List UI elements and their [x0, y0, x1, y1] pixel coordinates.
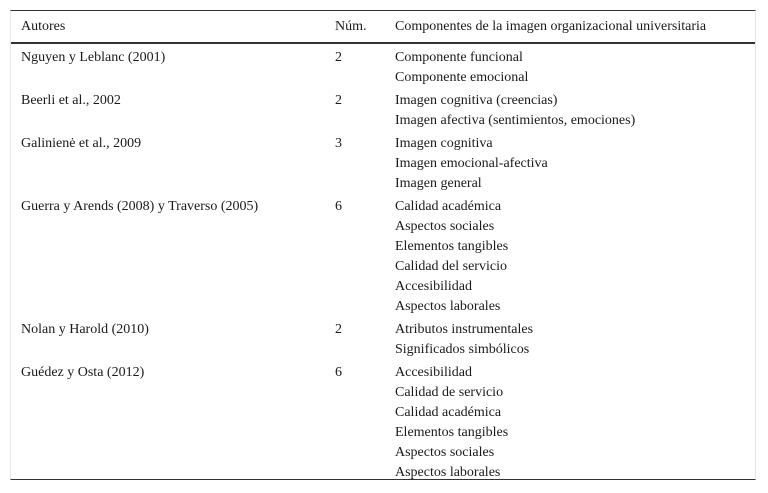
- component-item: Accesibilidad: [395, 279, 472, 294]
- num-cell: [325, 131, 385, 194]
- components-cell: [385, 360, 755, 483]
- component-item: Calidad académica: [395, 405, 502, 420]
- component-item: Imagen general: [395, 176, 482, 191]
- component-item: Aspectos laborales: [395, 465, 501, 480]
- components-table: [11, 11, 755, 483]
- num-cell: [325, 317, 385, 360]
- table-row: [11, 88, 755, 131]
- components-cell: [385, 317, 755, 360]
- author-name: Nolan y Harold (2010): [21, 322, 149, 337]
- component-item: Aspectos laborales: [395, 299, 501, 314]
- table-row: [11, 43, 755, 88]
- table-row: [11, 317, 755, 360]
- header-num: Núm.: [325, 11, 385, 43]
- component-count: 2: [335, 322, 342, 337]
- num-cell: [325, 43, 385, 88]
- table-row: [11, 360, 755, 483]
- table-header: [11, 11, 755, 43]
- component-item: Imagen cognitiva (creencias): [395, 93, 558, 108]
- components-cell: [385, 43, 755, 88]
- components-cell: [385, 88, 755, 131]
- component-item: Componente funcional: [395, 50, 523, 65]
- components-table-frame: [10, 10, 756, 480]
- component-item: Componente emocional: [395, 70, 529, 85]
- author-name: Galinienė et al., 2009: [21, 136, 142, 151]
- component-item: Imagen cognitiva: [395, 136, 493, 151]
- header-row: [11, 11, 755, 43]
- component-item: Calidad académica: [395, 199, 502, 214]
- component-item: Aspectos sociales: [395, 445, 495, 460]
- components-cell: [385, 194, 755, 317]
- component-item: Imagen afectiva (sentimientos, emociones): [395, 113, 636, 128]
- author-name: Guédez y Osta (2012): [21, 365, 145, 380]
- component-count: 2: [335, 93, 342, 108]
- author-cell: [11, 360, 325, 483]
- component-item: Elementos tangibles: [395, 239, 509, 254]
- component-item: Significados simbólicos: [395, 342, 530, 357]
- author-cell: [11, 88, 325, 131]
- table-body: [11, 43, 755, 483]
- component-count: 2: [335, 50, 342, 65]
- author-name: Beerli et al., 2002: [21, 93, 121, 108]
- component-item: Calidad de servicio: [395, 385, 504, 400]
- num-cell: [325, 88, 385, 131]
- component-item: Calidad del servicio: [395, 259, 507, 274]
- author-cell: [11, 194, 325, 317]
- header-authors: Autores: [11, 11, 325, 43]
- component-count: 6: [335, 365, 342, 380]
- header-components: Componentes de la imagen organizacional universitaria: [385, 11, 755, 43]
- component-count: 6: [335, 199, 342, 214]
- author-cell: [11, 317, 325, 360]
- component-item: Atributos instrumentales: [395, 322, 534, 337]
- author-name: Nguyen y Leblanc (2001): [21, 50, 166, 65]
- components-cell: [385, 131, 755, 194]
- table-row: [11, 131, 755, 194]
- author-cell: [11, 43, 325, 88]
- table-row: [11, 194, 755, 317]
- num-cell: [325, 194, 385, 317]
- component-item: Aspectos sociales: [395, 219, 495, 234]
- num-cell: [325, 360, 385, 483]
- author-name: Guerra y Arends (2008) y Traverso (2005): [21, 199, 259, 214]
- component-item: Elementos tangibles: [395, 425, 509, 440]
- author-cell: [11, 131, 325, 194]
- component-count: 3: [335, 136, 342, 151]
- component-item: Accesibilidad: [395, 365, 472, 380]
- component-item: Imagen emocional-afectiva: [395, 156, 548, 171]
